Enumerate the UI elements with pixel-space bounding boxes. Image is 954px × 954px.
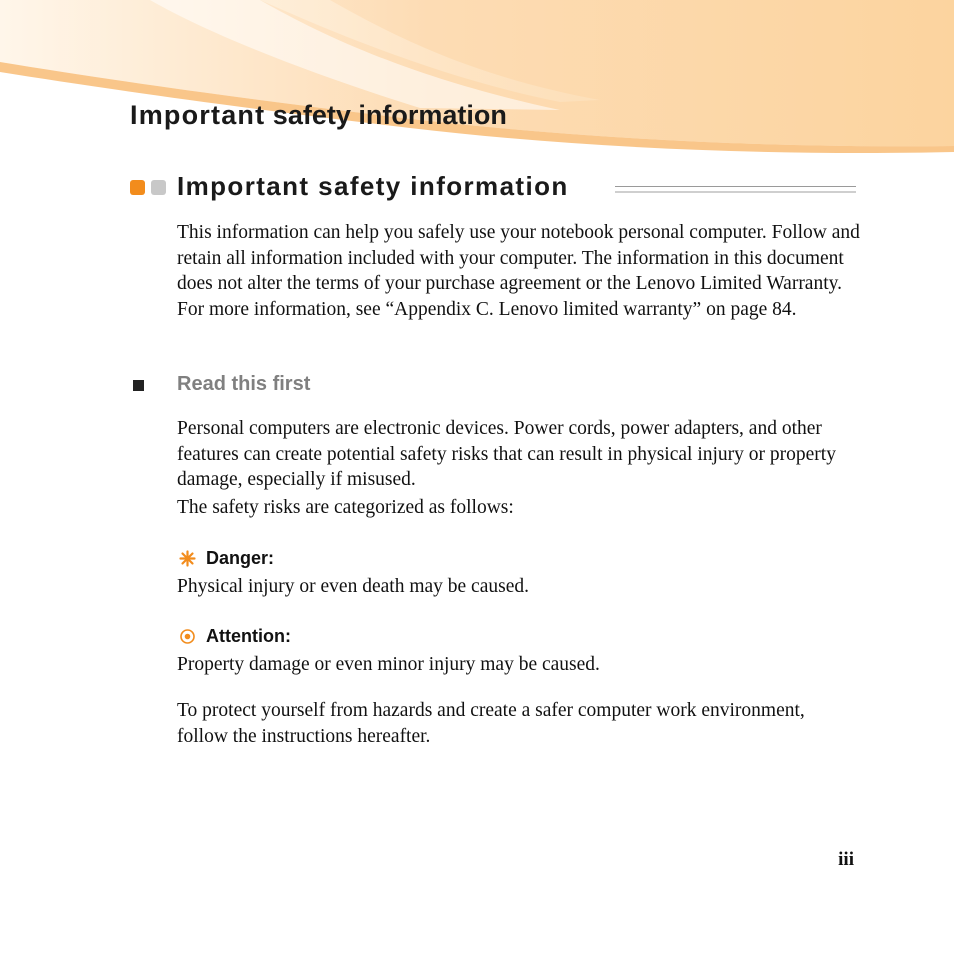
orange-square-icon bbox=[130, 180, 145, 195]
attention-label: Attention: bbox=[206, 625, 291, 646]
gray-square-icon bbox=[151, 180, 166, 195]
danger-label: Danger: bbox=[206, 547, 275, 568]
section-title: Important safety information bbox=[177, 171, 569, 201]
square-bullet-icon bbox=[133, 380, 144, 391]
closing-paragraph: To protect yourself from hazards and create a safer computer work environment, follow the instructions hereafter. bbox=[177, 700, 805, 747]
danger-text: Physical injury or even death may be caused. bbox=[177, 576, 529, 597]
header-title-rest: safety information bbox=[265, 100, 507, 130]
header-banner bbox=[0, 0, 954, 160]
section-heading bbox=[130, 171, 856, 205]
categories-intro: The safety risks are categorized as follows: bbox=[177, 497, 514, 518]
read-first-paragraph: Personal computers are electronic devices. Power cords, power adapters, and other features can create potential safety risks that can result in physical injury or property damage, especially if misused. bbox=[177, 418, 836, 490]
attention-note bbox=[179, 625, 291, 647]
subheading-read-this-first: Read this first bbox=[177, 373, 311, 395]
danger-note bbox=[179, 547, 274, 569]
heading-rule bbox=[615, 186, 856, 193]
danger-burst-icon bbox=[179, 550, 196, 567]
page-header-title bbox=[130, 100, 507, 131]
header-title-word: Important bbox=[130, 100, 266, 130]
intro-paragraph: This information can help you safely use your notebook personal computer. Follow and retain all information included with your computer. The information in this document does not alter the terms of your purchase agreement or the Lenovo Limited Warranty. For more information, see “Appendix C. Lenovo limited warranty” on page 84. bbox=[177, 222, 860, 320]
attention-target-icon bbox=[179, 628, 196, 645]
attention-text: Property damage or even minor injury may be caused. bbox=[177, 654, 600, 675]
page-number: iii bbox=[838, 849, 854, 870]
